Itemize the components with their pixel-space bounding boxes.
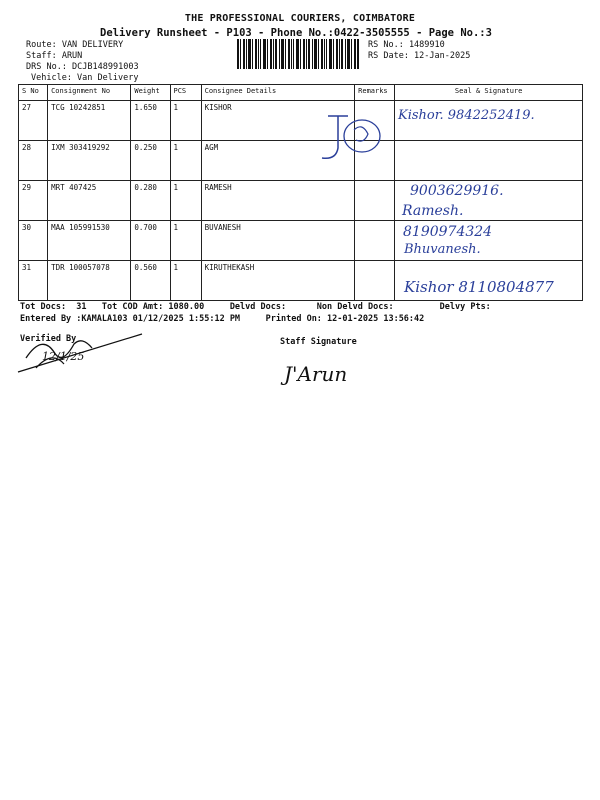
barcode-image [237, 39, 359, 69]
handwritten-signature-row31: Kishor 8110804877 [404, 278, 554, 296]
rs-number: RS No.: 1489910 [368, 40, 445, 50]
cell-consignment: IXM 303419292 [48, 141, 131, 181]
col-seal-signature: Seal & Signature [395, 85, 583, 101]
col-sno: S No [19, 85, 48, 101]
vehicle-text: Vehicle: Van Delivery [31, 73, 139, 83]
cell-consignment: TCG 10242851 [48, 101, 131, 141]
drs-number: DRS No.: DCJB148991003 [26, 62, 139, 72]
handwritten-phone-row29: 9003629916. [410, 183, 504, 199]
cell-pcs: 1 [170, 261, 201, 301]
handwritten-signature-row27: Kishor. 9842252419. [398, 108, 535, 123]
handwritten-name-row29: Ramesh. [402, 203, 464, 219]
cell-pcs: 1 [170, 181, 201, 221]
cell-sno: 27 [19, 101, 48, 141]
staff-text: Staff: ARUN [26, 51, 83, 61]
cell-signature [395, 141, 583, 181]
col-consignee: Consignee Details [201, 85, 355, 101]
cell-consignee: RAMESH [201, 181, 355, 221]
verified-date: 12/1/25 [42, 350, 85, 363]
cell-weight: 0.250 [131, 141, 170, 181]
table-header-row [19, 85, 583, 101]
cell-consignment: MAA 105991530 [48, 221, 131, 261]
cell-pcs: 1 [170, 221, 201, 261]
cell-consignee: BUVANESH [201, 221, 355, 261]
col-pcs: PCS [170, 85, 201, 101]
cell-remarks [355, 261, 395, 301]
entered-printed-line: Entered By :KAMALA103 01/12/2025 1:55:12 PM Printed On: 12-01-2025 13:56:42 [20, 314, 425, 324]
table-row [19, 221, 583, 261]
cell-pcs: 1 [170, 141, 201, 181]
cell-consignee: AGM [201, 141, 355, 181]
verified-by-label: Verified By [20, 334, 77, 344]
stamp-scribble [310, 108, 390, 168]
runsheet-title: Delivery Runsheet - P103 - Phone No.:0422-3505555 - Page No.:3 [100, 27, 492, 39]
cell-remarks [355, 181, 395, 221]
cell-sno: 30 [19, 221, 48, 261]
staff-signature-label: Staff Signature [280, 337, 357, 347]
cell-sno: 29 [19, 181, 48, 221]
cell-consignment: TDR 100057078 [48, 261, 131, 301]
route-text: Route: VAN DELIVERY [26, 40, 124, 50]
col-consignment: Consignment No [48, 85, 131, 101]
cell-remarks [355, 221, 395, 261]
totals-line: Tot Docs: 31 Tot COD Amt: 1080.00 Delvd Docs: Non Delvd Docs: Delvy Pts: [20, 302, 491, 312]
cell-weight: 1.650 [131, 101, 170, 141]
col-remarks: Remarks [355, 85, 395, 101]
handwritten-phone-row30: 8190974324 [403, 224, 493, 240]
cell-weight: 0.700 [131, 221, 170, 261]
cell-weight: 0.280 [131, 181, 170, 221]
staff-signature: J'Arun [284, 362, 348, 386]
cell-weight: 0.560 [131, 261, 170, 301]
meta-left [26, 40, 139, 84]
cell-consignee: KIRUTHEKASH [201, 261, 355, 301]
cell-consignment: MRT 407425 [48, 181, 131, 221]
table-row [19, 141, 583, 181]
cell-sno: 28 [19, 141, 48, 181]
rs-date: RS Date: 12-Jan-2025 [368, 51, 471, 61]
cell-consignee: KISHOR [201, 101, 355, 141]
meta-right [368, 40, 470, 62]
company-title: THE PROFESSIONAL COURIERS, COIMBATORE [184, 13, 416, 24]
col-weight: Weight [131, 85, 170, 101]
cell-sno: 31 [19, 261, 48, 301]
handwritten-name-row30: Bhuvanesh. [404, 242, 481, 257]
cell-pcs: 1 [170, 101, 201, 141]
